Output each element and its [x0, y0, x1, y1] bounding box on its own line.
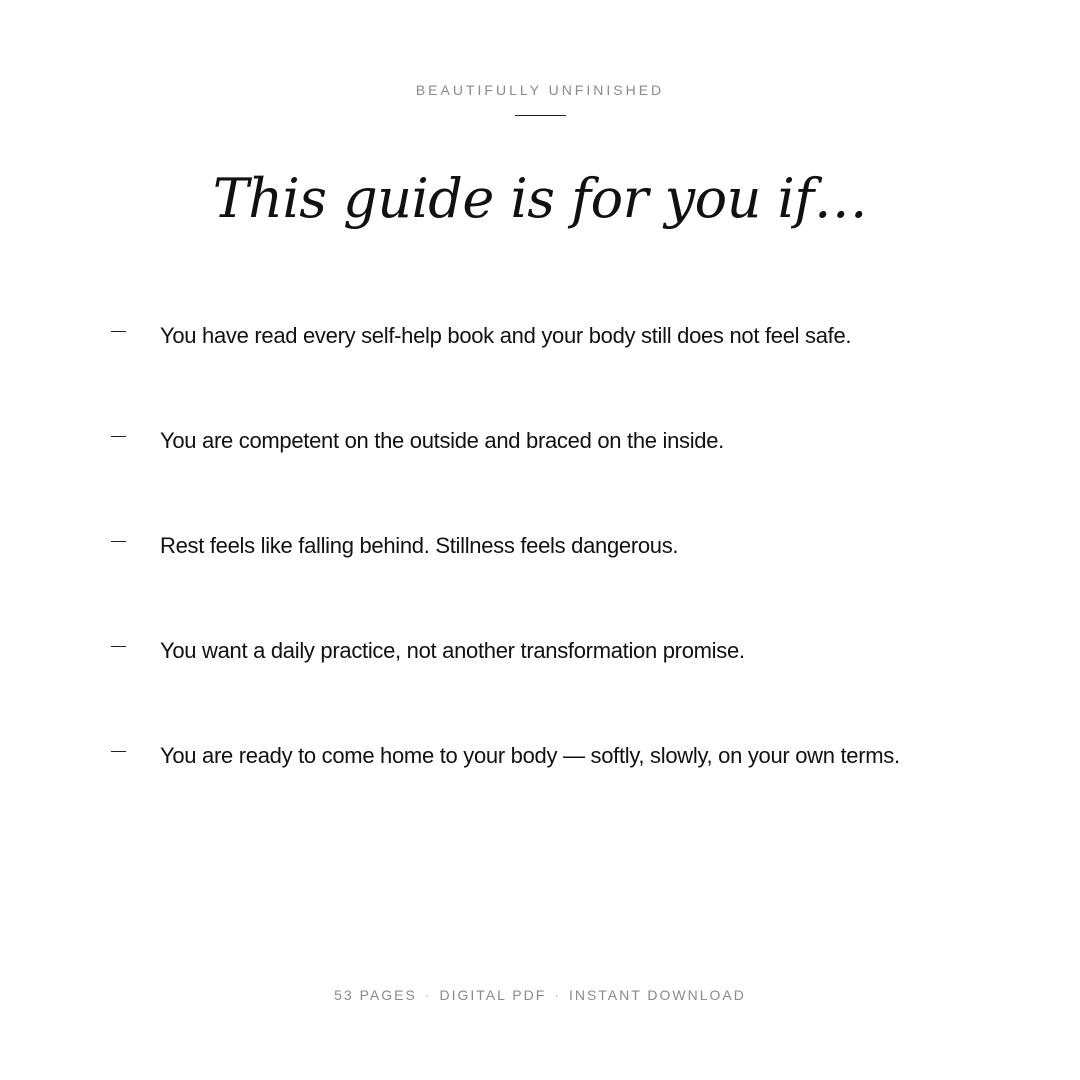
- footer-separator: ·: [424, 987, 432, 1003]
- brand-label: BEAUTIFULLY UNFINISHED: [415, 82, 665, 98]
- dash-bullet-icon: [111, 436, 126, 437]
- dash-bullet-icon: [111, 331, 126, 332]
- dash-bullet-icon: [111, 751, 126, 752]
- product-details: [0, 986, 1080, 1004]
- footer-separator: ·: [554, 987, 561, 1003]
- page-count: 53 PAGES: [334, 987, 417, 1003]
- list-item: [0, 426, 1080, 466]
- list-item: [0, 321, 1080, 361]
- list-item: [0, 741, 1080, 781]
- dash-bullet-icon: [111, 541, 126, 542]
- list-item-text: You want a daily practice, not another transformation promise.: [160, 638, 745, 663]
- list-item: [0, 636, 1080, 676]
- list-item-text: You are competent on the outside and braced on the inside.: [160, 428, 724, 453]
- list-item-text: You have read every self-help book and your body still does not feel safe.: [160, 323, 852, 348]
- delivery-label: INSTANT DOWNLOAD: [568, 987, 746, 1003]
- list-item: [0, 531, 1080, 571]
- list-item-text: Rest feels like falling behind. Stillness feels dangerous.: [160, 533, 679, 558]
- dash-bullet-icon: [111, 646, 126, 647]
- list-item-text: You are ready to come home to your body — softly, slowly, on your own terms.: [160, 743, 900, 768]
- format-label: DIGITAL PDF: [439, 987, 547, 1003]
- page-title: This guide is for you if…: [212, 167, 868, 230]
